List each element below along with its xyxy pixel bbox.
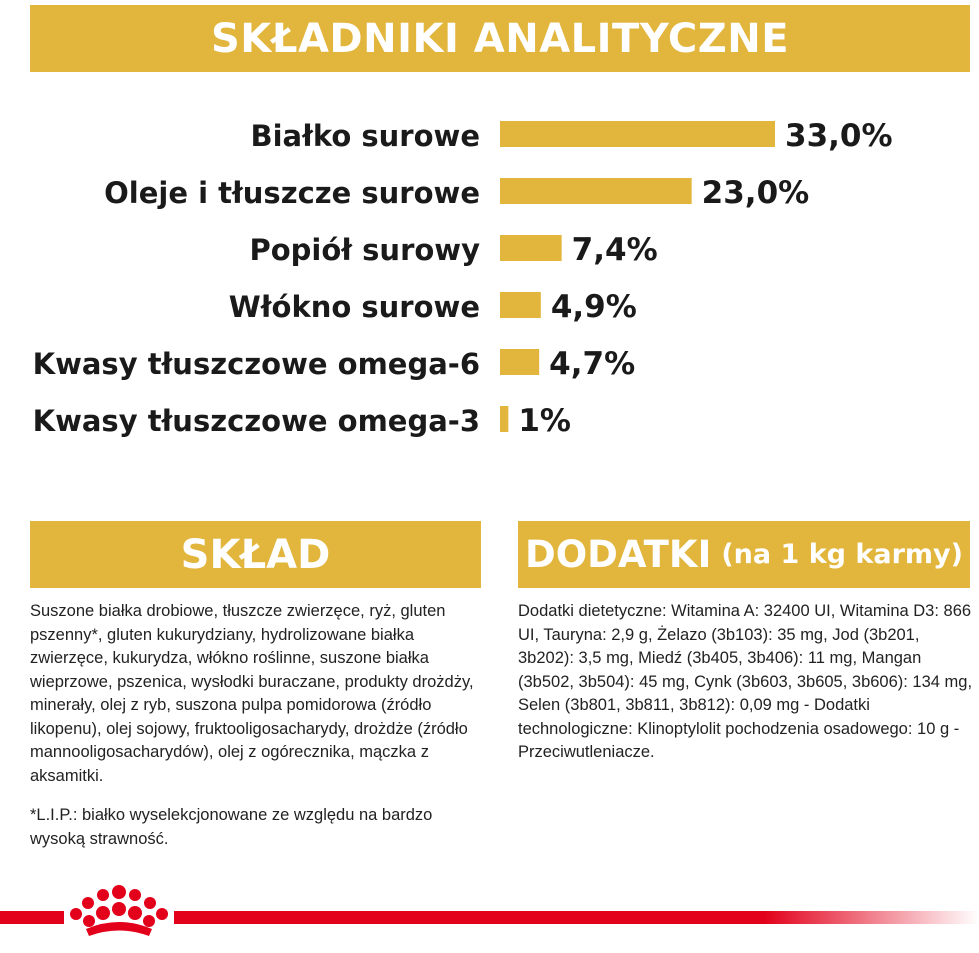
value-label: 4,7%: [549, 346, 636, 382]
additives-header-main: DODATKI: [525, 533, 712, 576]
additives-header: [518, 521, 970, 588]
composition-text: Suszone białka drobiowe, tłuszcze zwierzęce, ryż, gluten pszenny*, gluten kukurydziany, hydrolizowane białka zwierzęce, kukurydza, włókno roślinne, suszone białka wieprzowe, pszenica, wysłodki buraczane, produkty drożdży, minerały, olej z ryb, suszona pulpa pomidorowa (źródło likopenu), olej sojowy, fruktooligosacharydy, drożdże (źródło mannooligosacharydów), olej z ogórecznika, mączka z aksamitki.: [30, 602, 474, 785]
value-label: 4,9%: [550, 289, 637, 325]
value-bar: [500, 349, 539, 375]
value-bar: [500, 235, 562, 261]
value-label: 1%: [518, 403, 571, 439]
additives-text: Dodatki dietetyczne: Witamina A: 32400 UI, Witamina D3: 866 UI, Tauryna: 2,9 g, Żelazo (3b103): 35 mg, Jod (3b201, 3b202): 3,5 mg, Miedź (3b405, 3b406): 11 mg, Mangan (3b502, 3b504): 45 mg, Cynk (3b603, 3b605, 3b606): 134 mg, Selen (3b801, 3b811, 3b812): 0,09 mg - Dodatki technologiczne: Klinoptylolit pochodzenia osadowego: 10 g - Przeciwutleniacze.: [518, 602, 973, 761]
additives-header-sub: (na 1 kg karmy): [721, 539, 963, 570]
value-bar: [500, 178, 692, 204]
value-label: 23,0%: [701, 175, 810, 211]
category-label: Białko surowe: [250, 119, 480, 153]
category-label: Włókno surowe: [228, 290, 480, 324]
composition-header: SKŁAD: [30, 521, 481, 588]
value-label: 7,4%: [571, 232, 658, 268]
analytic-constituents-header: SKŁADNIKI ANALITYCZNE: [30, 5, 970, 72]
category-label: Kwasy tłuszczowe omega-6: [32, 347, 480, 381]
value-label: 33,0%: [785, 118, 893, 154]
value-bar: [500, 292, 541, 318]
category-label: Kwasy tłuszczowe omega-3: [32, 404, 480, 438]
category-label: Oleje i tłuszcze surowe: [104, 176, 480, 210]
lip-footnote: *L.I.P.: białko wyselekcjonowane ze względu na bardzo wysoką strawność.: [30, 806, 433, 848]
royal-canin-crown-icon: [64, 882, 174, 942]
value-bar: [500, 406, 508, 432]
analytic-constituents-chart: [0, 100, 979, 460]
category-label: Popiół surowy: [249, 233, 480, 267]
value-bar: [500, 121, 775, 147]
